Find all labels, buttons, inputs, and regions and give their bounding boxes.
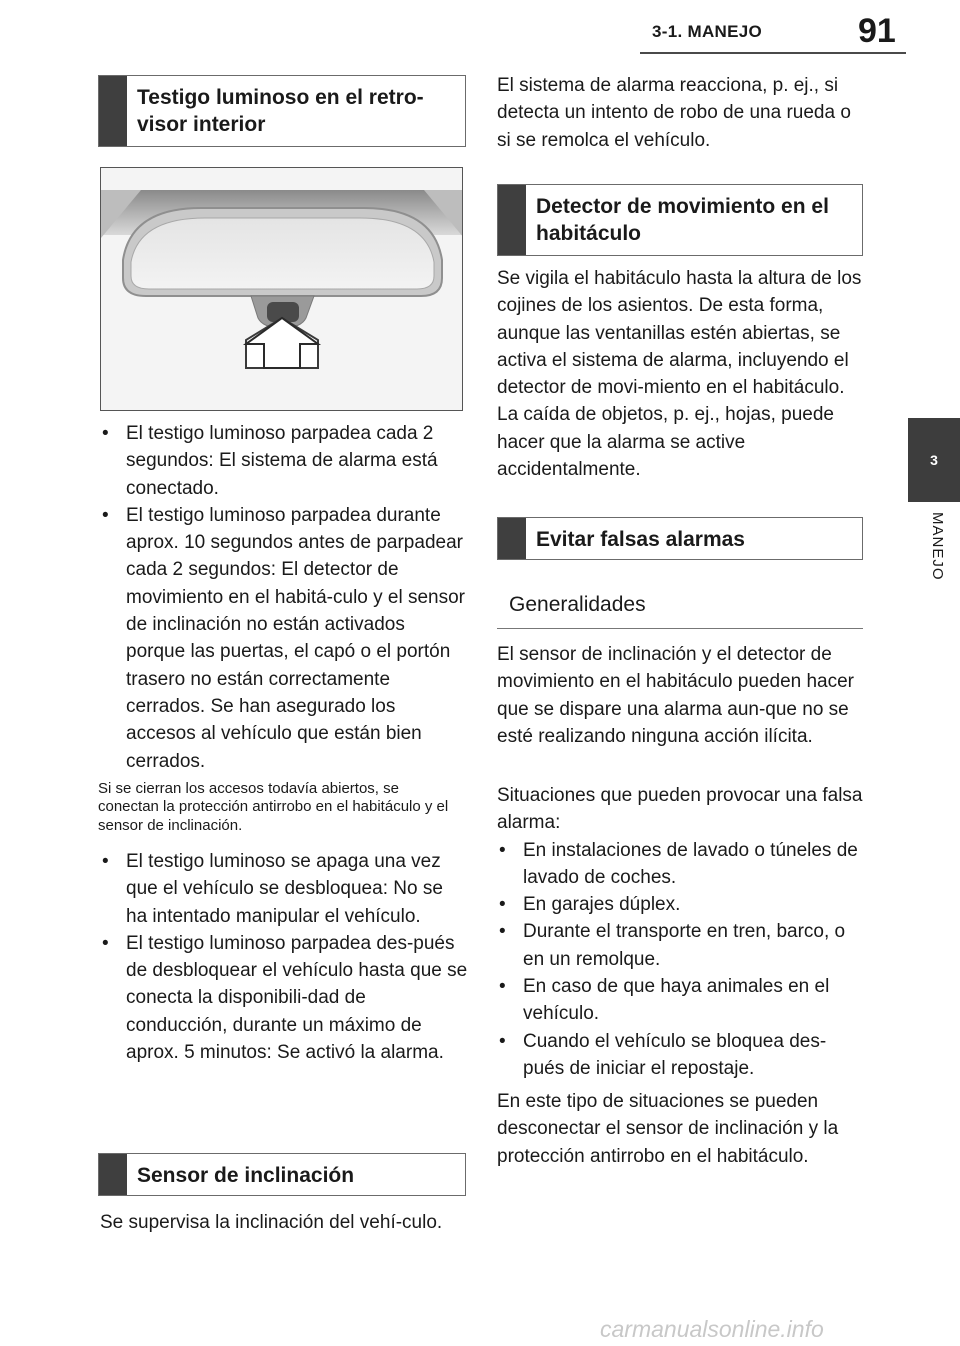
tilt-text: Se supervisa la inclinación del vehí-culo. [100,1212,443,1233]
page-number: 91 [858,12,896,50]
general-text: El sensor de inclinación y el detector de movimiento en el habitáculo pueden hacer que se dispare una alarma aun-que no se esté realizando ninguna acción ilícita. [497,644,855,747]
watermark: carmanualsonline.info [600,1316,824,1342]
heading-false-text: Evitar falsas alarmas [536,528,745,551]
list-item: • En instalaciones de lavado o túneles de lavado de coches. [497,837,863,892]
heading-mirror-text: Testigo luminoso en el retro-visor interior [137,86,424,136]
closing-text: En este tipo de situaciones se pueden desconectar el sensor de inclinación y la protección antirrobo en el habitáculo. [497,1091,839,1167]
list-item: • Cuando el vehículo se bloquea des-pués de iniciar el repostaje. [497,1028,863,1083]
heading-tilt-text: Sensor de inclinación [137,1164,355,1187]
rearview-mirror-illustration [100,167,463,411]
list-item: • En garajes dúplex. [497,891,863,918]
mirror-image [101,168,463,411]
chapter-tab-label: MANEJO [929,512,946,581]
list-item: • El testigo luminoso parpadea durante aprox. 10 segundos antes de parpadear cada 2 segundos: El detector de movimiento en el habitá-culo y el sensor de inclinación no están activados porque las puertas, el capó o el portón trasero no están correctamente cerrados. Se han asegurado los accesos al vehículo que están bien cerrados. [100,502,468,775]
heading-tilt-sensor [98,1153,466,1196]
mirror-indicator-bullets-1 [100,420,468,775]
mirror-indicator-bullets-2 [100,848,468,1066]
heading-mirror-indicator [98,75,466,147]
heading-motion-text: Detector de movimiento en el habitáculo [536,195,829,245]
chapter-tab: 3 [908,418,960,502]
motion-text: Se vigila el habitáculo hasta la altura de los cojines de los asientos. De esta forma, aunque las ventanillas estén abiertas, se activa el sistema de alarma, incluyendo el detector de movi-miento en el habitáculo. La caída de objetos, p. ej., hojas, puede hacer que la alarma se active accidentalmente. [497,268,862,481]
list-item: • En caso de que haya animales en el vehículo. [497,973,863,1028]
section-title: 3-1. MANEJO [652,22,763,41]
subheading-general: Generalidades [497,586,863,629]
heading-motion-detector [497,184,863,256]
alarm-intro-text: El sistema de alarma reacciona, p. ej., si detecta un intento de robo de una rueda o si se remolca el vehículo. [497,75,851,151]
situations-block [497,782,863,1082]
heading-avoid-false-alarms [497,517,863,560]
list-item: • El testigo luminoso se apaga una vez que el vehículo se desbloquea: No se ha intentado manipular el vehículo. [100,848,468,930]
list-item: • El testigo luminoso parpadea des-pués de desbloquear el vehículo hasta que se conecta la disponibili-dad de conducción, durante un máximo de aprox. 5 minutos: Se activó la alarma. [100,930,468,1066]
header-rule [640,52,906,54]
list-item: • El testigo luminoso parpadea cada 2 segundos: El sistema de alarma está conectado. [100,420,468,502]
small-note: Si se cierran los accesos todavía abiertos, se conectan la protección antirrobo en el habitáculo y el sensor de inclinación. [98,780,449,834]
situations-intro: Situaciones que pueden provocar una falsa alarma: [497,785,863,834]
list-item: • Durante el transporte en tren, barco, o en un remolque. [497,918,863,973]
